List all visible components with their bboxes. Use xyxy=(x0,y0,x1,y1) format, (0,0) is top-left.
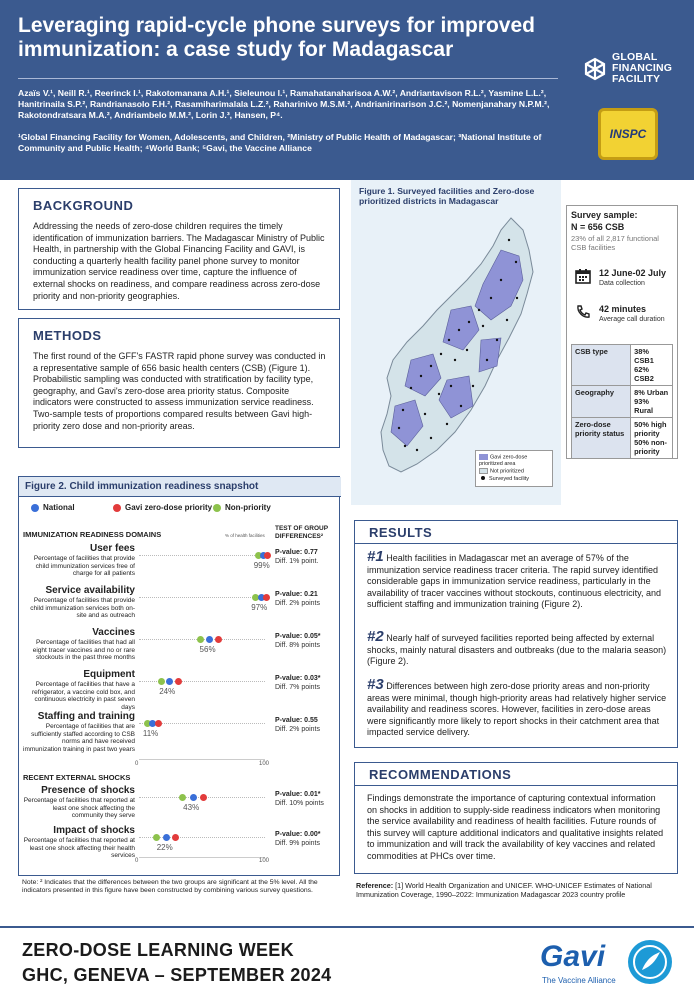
background-section xyxy=(18,188,340,310)
difference: Diff. 8% points xyxy=(275,642,321,649)
header-divider xyxy=(18,78,558,79)
chart-row xyxy=(19,669,339,711)
results-heading: RESULTS xyxy=(369,525,433,540)
reference: Reference: [1] World Health Organization and UNICEF. WHO-UNICEF Estimates of National Immunization Coverage, 1990–2022: Immunization Madagascar 2023 country profile xyxy=(356,881,652,899)
result-item-2: #2 Nearly half of surveyed facilities reported being affected by external shocks, mainly natural disasters and outbreaks (due to the malaria season) (Figure 2). xyxy=(367,628,667,667)
gavi-globe-icon xyxy=(626,938,674,986)
survey-dates: 12 June-02 July xyxy=(599,268,667,278)
survey-sample-n: N = 656 CSB xyxy=(571,222,625,232)
dot-nonpriority xyxy=(158,678,165,685)
phone-icon xyxy=(575,304,591,320)
author-list: Azaïs V.¹, Neill R.¹, Reerinck I.¹, Rakotomanana A.H.¹, Sieleunou I.¹, Ramahatanaharisoa A.W.², Andriantavison R.L.², Yasmine L.L.², Hanitrinaila S.P.², Randrianasolo F.H.², Rasamiharimalala L.Z.², Raharinivo M.S.M.², Andrianirinarison J.C.², Nomenjanahary N.P.M.², Rakotondratsara M.A.², Andriambelo M.M.², Lorin J.³, Hansen, P⁴. xyxy=(18,88,550,120)
dot-priority xyxy=(175,678,182,685)
value-label: 11% xyxy=(142,729,159,738)
p-value: P-value: 0.55 xyxy=(275,717,318,724)
chart-row xyxy=(19,585,339,627)
gavi-tagline: The Vaccine Alliance xyxy=(542,976,616,985)
legend-item-not-prioritized: Not prioritized xyxy=(479,468,549,475)
figure1-title: Figure 1. Surveyed facilities and Zero-dose prioritized districts in Madagascar xyxy=(359,186,535,206)
row-title: Service availability xyxy=(45,585,135,596)
survey-duration: 42 minutes xyxy=(599,304,647,314)
gff-knot-icon xyxy=(582,56,608,82)
chart-row xyxy=(19,825,339,865)
survey-sample-sub: 23% of all 2,817 functional CSB facilities xyxy=(571,234,659,252)
value-label: 22% xyxy=(156,843,173,852)
dot-priority xyxy=(172,834,179,841)
row-title: Vaccines xyxy=(92,627,135,638)
p-value: P-value: 0.00* xyxy=(275,831,321,838)
figure1-legend xyxy=(475,450,553,487)
survey-sample-label: Survey sample: xyxy=(571,210,638,220)
survey-duration-sub: Average call duration xyxy=(599,316,665,323)
figure2-title: Figure 2. Child immunization readiness snapshot xyxy=(19,477,341,497)
row-description: Percentage of facilities that reported at least one shock affecting the community they serve xyxy=(23,797,135,819)
row-title: Staffing and training xyxy=(37,711,135,722)
legend-item-facility: Surveyed facility xyxy=(479,476,549,483)
figure2-legend-nonpriority: Non-priority xyxy=(213,503,271,512)
row-description: Percentage of facilities that are sufficiently staffed according to CSB norms and have received immunization training in past two years xyxy=(23,723,135,753)
recommendations-text: Findings demonstrate the importance of capturing contextual information on shocks in addition to supply-side readiness indicators when monitoring the service availability and readiness of health facilities. Future rounds of this survey will capture additional indicators and qualitative insights related to immunization and will track the availability of key vaccines and related commodities at PHCs over time. xyxy=(367,793,664,861)
chart-row xyxy=(19,785,339,825)
calendar-icon xyxy=(575,268,591,284)
p-value: P-value: 0.21 xyxy=(275,591,318,598)
difference: Diff. 2% points xyxy=(275,600,321,607)
dot-priority xyxy=(215,636,222,643)
figure2-chart xyxy=(18,476,340,876)
dot-priority xyxy=(200,794,207,801)
value-label: 56% xyxy=(199,645,216,654)
dot-national xyxy=(166,678,173,685)
results-section xyxy=(354,520,678,748)
shocks-header: RECENT EXTERNAL SHOCKS xyxy=(23,773,131,782)
value-label: 97% xyxy=(251,603,268,612)
dot-priority xyxy=(263,594,270,601)
p-value: P-value: 0.03* xyxy=(275,675,321,682)
footer-event-location: GHC, GENEVA – SEPTEMBER 2024 xyxy=(22,965,332,985)
poster-title: Leveraging rapid-cycle phone surveys for improved immunization: a case study for Madagascar xyxy=(18,14,535,61)
dot-priority xyxy=(264,552,271,559)
inspc-logo: INSPC xyxy=(598,108,658,160)
sample-breakdown-table xyxy=(571,344,673,459)
value-label: 99% xyxy=(253,561,270,570)
p-value: P-value: 0.05* xyxy=(275,633,321,640)
legend-item-priority: Gavi zero-dose prioritized area xyxy=(479,454,528,468)
row-description: Percentage of facilities that provide child immunization services free of charge for all patients xyxy=(33,555,135,577)
row-guide-line xyxy=(139,555,265,556)
difference: Diff. 10% points xyxy=(275,800,324,807)
gff-logo xyxy=(582,50,682,96)
domains-header: IMMUNIZATION READINESS DOMAINS xyxy=(23,530,162,539)
recommendations-heading: RECOMMENDATIONS xyxy=(369,767,512,782)
table-row: CSB type 38% CSB1 62% CSB2 xyxy=(572,345,673,386)
p-value: P-value: 0.01* xyxy=(275,791,321,798)
row-title: Equipment xyxy=(83,669,135,680)
row-description: Percentage of facilities that had all eight tracer vaccines and no or rare stockouts in the past three months xyxy=(32,639,135,661)
footer-event-name: ZERO-DOSE LEARNING WEEK xyxy=(22,940,294,960)
dot-priority xyxy=(155,720,162,727)
axis-max: 100 xyxy=(259,761,270,767)
dot-national xyxy=(163,834,170,841)
test-header: TEST OF GROUP DIFFERENCES² xyxy=(275,525,328,540)
chart-row xyxy=(19,627,339,669)
gavi-logo xyxy=(540,938,680,990)
difference: Diff. 1% point. xyxy=(275,558,319,565)
row-title: Presence of shocks xyxy=(41,785,135,796)
survey-sample-panel xyxy=(566,205,678,459)
row-title: User fees xyxy=(89,543,135,554)
dot-nonpriority xyxy=(153,834,160,841)
chart-row xyxy=(19,543,339,585)
header-banner xyxy=(0,0,694,180)
value-label: 43% xyxy=(183,803,200,812)
difference: Diff. 9% points xyxy=(275,840,321,847)
row-description: Percentage of facilities that have a refrigerator, a vaccine cold box, and continuous electricity in past seven days xyxy=(32,681,135,711)
row-title: Impact of shocks xyxy=(53,825,135,836)
chart-row xyxy=(19,711,339,753)
axis-line-top xyxy=(139,759,265,760)
row-description: Percentage of facilities that provide child immunization services both on-site and as outreach xyxy=(30,597,135,619)
dot-national xyxy=(190,794,197,801)
figure2-note: Note: ² Indicates that the differences between the two groups are significant at the 5% level. All the indicators presented in this figure have been constructed by combining various survey questions. xyxy=(22,879,318,894)
recommendations-section xyxy=(354,762,678,874)
table-row: Geography 8% Urban 93% Rural xyxy=(572,386,673,418)
value-label: 24% xyxy=(159,687,176,696)
axis-min: 0 xyxy=(135,761,139,767)
methods-text: The first round of the GFF's FASTR rapid phone survey was conducted in a representative sample of 656 basic health centers (CSB) (Figure 1). Probabilistic sampling was conducted with stratification by facility type, geography, and Gavi's zero-dose area priority status. Composite indicators were constructed to assess immunization service readiness. Two-sample tests of proportions compared results between Gavi high-priority zero dose and non-priority areas. xyxy=(33,351,326,431)
results-divider xyxy=(355,543,677,544)
methods-heading: METHODS xyxy=(33,328,102,343)
axis-max-bottom: 100 xyxy=(259,858,270,864)
dot-nonpriority xyxy=(197,636,204,643)
background-text: Addressing the needs of zero-dose children requires the timely identification of immunization barriers. The Madagascar Ministry of Public Health, in partnership with the Global Financing Facility and GAVI, is conducting a quarterly health facility panel phone survey to monitor immunization service readiness over time, capture the influence of external shocks on readiness, and compare readiness across zero-dose priority and non-priority geographies. xyxy=(33,221,325,301)
figure2-legend-national: National xyxy=(31,503,75,512)
dot-nonpriority xyxy=(179,794,186,801)
difference: Diff. 7% points xyxy=(275,684,321,691)
recommendations-divider xyxy=(355,785,677,786)
difference: Diff. 2% points xyxy=(275,726,321,733)
axis-line-bottom xyxy=(139,857,265,858)
gff-logo-text: GLOBAL FINANCING FACILITY xyxy=(612,51,673,85)
dot-national xyxy=(206,636,213,643)
gavi-wordmark: Gavi xyxy=(540,940,606,973)
result-item-1: #1 Health facilities in Madagascar met an average of 57% of the immunization service readiness tracer criteria. The rapid survey identified considerable gaps in immunization service readiness, particularly in the availability of tracer vaccines without stockouts, continuous electricity, and sufficient staffing and immunization training (Figure 2). xyxy=(367,548,661,610)
figure1-map xyxy=(351,180,561,505)
figure2-legend-priority: Gavi zero-dose priority xyxy=(113,503,212,512)
result-item-3: #3 Differences between high zero-dose priority areas and non-priority areas were minimal, though high-priority areas had relatively higher service availability and readiness scores. However, facilities in zero-dose areas were significantly more likely to report shocks in their catchment area that impacted service delivery. xyxy=(367,676,667,738)
p-value: P-value: 0.77 xyxy=(275,549,318,556)
survey-dates-sub: Data collection xyxy=(599,280,645,287)
footer-divider xyxy=(0,926,694,928)
row-guide-line xyxy=(139,597,265,598)
affiliations: ¹Global Financing Facility for Women, Adolescents, and Children, ²Ministry of Public Health of Madagascar; ³National Institute of Community and Public Health; ⁴World Bank; ⁵Gavi, the Vaccine Alliance xyxy=(18,132,542,153)
row-description: Percentage of facilities that reported at least one shock affecting their health services xyxy=(23,837,135,859)
pct-header: % of health facilities xyxy=(225,533,265,538)
methods-section xyxy=(18,318,340,448)
table-row: Zero-dose priority status 50% high priority 50% non-priority xyxy=(572,418,673,459)
axis-min-bottom: 0 xyxy=(135,858,139,864)
background-heading: BACKGROUND xyxy=(33,198,134,213)
